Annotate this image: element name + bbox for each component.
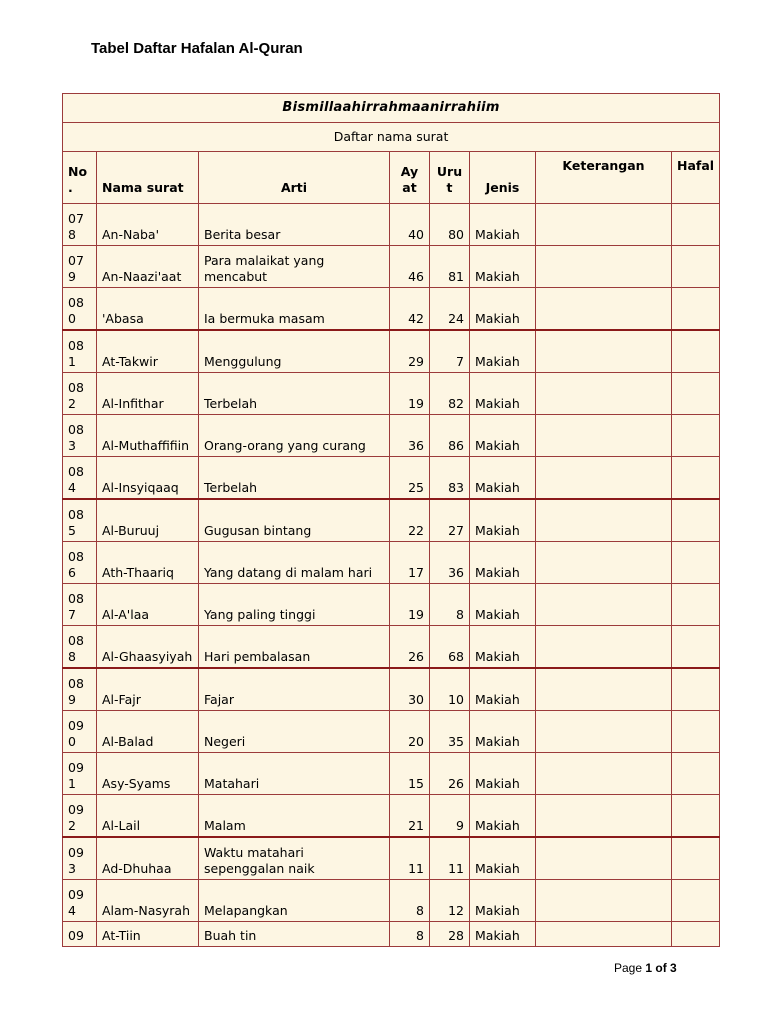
- table-row: [63, 330, 720, 373]
- header-keterangan: Keterangan: [536, 152, 672, 204]
- row-keterangan[interactable]: [536, 711, 672, 753]
- table-row: [63, 795, 720, 838]
- row-no: 08 5: [63, 499, 97, 542]
- row-arti: Negeri: [199, 711, 390, 753]
- row-ayat: 36: [390, 415, 430, 457]
- row-nama-surat: Al-Buruuj: [97, 499, 199, 542]
- row-jenis: Makiah: [470, 204, 536, 246]
- page-current: 1: [645, 961, 653, 975]
- row-nama-surat: An-Naazi'aat: [97, 246, 199, 288]
- row-keterangan[interactable]: [536, 330, 672, 373]
- row-urut: 10: [430, 668, 470, 711]
- row-hafal-checkbox[interactable]: [672, 922, 720, 947]
- row-urut: 81: [430, 246, 470, 288]
- row-jenis: Makiah: [470, 668, 536, 711]
- row-keterangan[interactable]: [536, 288, 672, 331]
- row-hafal-checkbox[interactable]: [672, 415, 720, 457]
- row-arti: Gugusan bintang: [199, 499, 390, 542]
- row-no: 09: [63, 922, 97, 947]
- row-no: 07 9: [63, 246, 97, 288]
- row-ayat: 11: [390, 837, 430, 880]
- row-arti: Ia bermuka masam: [199, 288, 390, 331]
- row-hafal-checkbox[interactable]: [672, 584, 720, 626]
- row-hafal-checkbox[interactable]: [672, 499, 720, 542]
- row-hafal-checkbox[interactable]: [672, 246, 720, 288]
- row-jenis: Makiah: [470, 626, 536, 669]
- row-hafal-checkbox[interactable]: [672, 795, 720, 838]
- row-no: 09 3: [63, 837, 97, 880]
- row-no: 09 1: [63, 753, 97, 795]
- table-row: [63, 584, 720, 626]
- row-urut: 82: [430, 373, 470, 415]
- row-jenis: Makiah: [470, 373, 536, 415]
- row-keterangan[interactable]: [536, 246, 672, 288]
- row-jenis: Makiah: [470, 330, 536, 373]
- row-jenis: Makiah: [470, 584, 536, 626]
- table-row: [63, 922, 720, 947]
- row-hafal-checkbox[interactable]: [672, 711, 720, 753]
- row-arti: Yang datang di malam hari: [199, 542, 390, 584]
- row-arti: Terbelah: [199, 373, 390, 415]
- table-row: [63, 373, 720, 415]
- row-nama-surat: Al-Ghaasyiyah: [97, 626, 199, 669]
- banner-row: [63, 94, 720, 123]
- row-hafal-checkbox[interactable]: [672, 288, 720, 331]
- row-urut: 7: [430, 330, 470, 373]
- table-row: [63, 246, 720, 288]
- row-arti: Malam: [199, 795, 390, 838]
- row-ayat: 22: [390, 499, 430, 542]
- row-no: 08 4: [63, 457, 97, 500]
- row-no: 09 2: [63, 795, 97, 838]
- row-jenis: Makiah: [470, 288, 536, 331]
- table-row: [63, 499, 720, 542]
- row-urut: 80: [430, 204, 470, 246]
- row-urut: 35: [430, 711, 470, 753]
- row-nama-surat: An-Naba': [97, 204, 199, 246]
- row-urut: 8: [430, 584, 470, 626]
- table-subheading: Daftar nama surat: [63, 123, 720, 152]
- row-ayat: 8: [390, 922, 430, 947]
- bismillah-banner: Bismillaahirrahmaanirrahiim: [63, 94, 720, 123]
- header-row: [63, 152, 720, 204]
- table-row: [63, 837, 720, 880]
- row-ayat: 17: [390, 542, 430, 584]
- row-no: 08 2: [63, 373, 97, 415]
- row-arti: Matahari: [199, 753, 390, 795]
- row-urut: 68: [430, 626, 470, 669]
- hafalan-table: [62, 93, 720, 947]
- row-urut: 24: [430, 288, 470, 331]
- row-jenis: Makiah: [470, 753, 536, 795]
- row-nama-surat: Al-A'laa: [97, 584, 199, 626]
- row-no: 08 1: [63, 330, 97, 373]
- row-ayat: 21: [390, 795, 430, 838]
- row-no: 08 7: [63, 584, 97, 626]
- row-no: 08 6: [63, 542, 97, 584]
- row-urut: 83: [430, 457, 470, 500]
- row-jenis: Makiah: [470, 499, 536, 542]
- header-no: No .: [63, 152, 97, 204]
- row-arti: Buah tin: [199, 922, 390, 947]
- row-ayat: 40: [390, 204, 430, 246]
- row-ayat: 29: [390, 330, 430, 373]
- row-no: 09 4: [63, 880, 97, 922]
- row-ayat: 46: [390, 246, 430, 288]
- document-title: Tabel Daftar Hafalan Al-Quran: [91, 40, 303, 57]
- row-ayat: 42: [390, 288, 430, 331]
- row-keterangan[interactable]: [536, 753, 672, 795]
- table-row: [63, 542, 720, 584]
- row-nama-surat: Asy-Syams: [97, 753, 199, 795]
- row-jenis: Makiah: [470, 880, 536, 922]
- row-no: 08 9: [63, 668, 97, 711]
- row-keterangan[interactable]: [536, 668, 672, 711]
- row-jenis: Makiah: [470, 542, 536, 584]
- row-keterangan[interactable]: [536, 415, 672, 457]
- page-sep: of: [652, 961, 671, 975]
- page-number: [614, 961, 677, 975]
- table-row: [63, 626, 720, 669]
- row-no: 07 8: [63, 204, 97, 246]
- row-urut: 27: [430, 499, 470, 542]
- row-jenis: Makiah: [470, 795, 536, 838]
- header-ayat: Ay at: [390, 152, 430, 204]
- row-hafal-checkbox[interactable]: [672, 837, 720, 880]
- row-urut: 11: [430, 837, 470, 880]
- row-keterangan[interactable]: [536, 204, 672, 246]
- row-urut: 26: [430, 753, 470, 795]
- table-row: [63, 415, 720, 457]
- row-ayat: 15: [390, 753, 430, 795]
- row-nama-surat: 'Abasa: [97, 288, 199, 331]
- row-ayat: 19: [390, 584, 430, 626]
- header-urut: Uru t: [430, 152, 470, 204]
- row-hafal-checkbox[interactable]: [672, 753, 720, 795]
- page-prefix: Page: [614, 961, 646, 975]
- row-ayat: 19: [390, 373, 430, 415]
- row-keterangan[interactable]: [536, 542, 672, 584]
- row-arti: Terbelah: [199, 457, 390, 500]
- row-urut: 86: [430, 415, 470, 457]
- row-nama-surat: Al-Lail: [97, 795, 199, 838]
- row-jenis: Makiah: [470, 922, 536, 947]
- row-no: 08 3: [63, 415, 97, 457]
- table-row: [63, 288, 720, 331]
- row-ayat: 8: [390, 880, 430, 922]
- row-keterangan[interactable]: [536, 626, 672, 669]
- row-nama-surat: Al-Infithar: [97, 373, 199, 415]
- row-arti: Melapangkan: [199, 880, 390, 922]
- row-hafal-checkbox[interactable]: [672, 204, 720, 246]
- row-keterangan[interactable]: [536, 922, 672, 947]
- row-ayat: 30: [390, 668, 430, 711]
- table-row: [63, 204, 720, 246]
- row-nama-surat: Al-Balad: [97, 711, 199, 753]
- row-arti: Orang-orang yang curang: [199, 415, 390, 457]
- row-keterangan[interactable]: [536, 584, 672, 626]
- row-urut: 9: [430, 795, 470, 838]
- row-nama-surat: Alam-Nasyrah: [97, 880, 199, 922]
- row-hafal-checkbox[interactable]: [672, 668, 720, 711]
- row-arti: Yang paling tinggi: [199, 584, 390, 626]
- row-keterangan[interactable]: [536, 499, 672, 542]
- table-row: [63, 668, 720, 711]
- row-jenis: Makiah: [470, 711, 536, 753]
- row-arti: Fajar: [199, 668, 390, 711]
- table-row: [63, 711, 720, 753]
- row-arti: Menggulung: [199, 330, 390, 373]
- row-nama-surat: Al-Muthaffifiin: [97, 415, 199, 457]
- row-hafal-checkbox[interactable]: [672, 330, 720, 373]
- row-keterangan[interactable]: [536, 880, 672, 922]
- row-urut: 28: [430, 922, 470, 947]
- row-jenis: Makiah: [470, 457, 536, 500]
- row-arti: Para malaikat yang mencabut: [199, 246, 390, 288]
- row-nama-surat: At-Takwir: [97, 330, 199, 373]
- header-arti: Arti: [199, 152, 390, 204]
- row-keterangan[interactable]: [536, 373, 672, 415]
- row-nama-surat: Al-Fajr: [97, 668, 199, 711]
- row-no: 08 8: [63, 626, 97, 669]
- row-ayat: 25: [390, 457, 430, 500]
- table-row: [63, 880, 720, 922]
- subheading-row: [63, 123, 720, 152]
- row-keterangan[interactable]: [536, 457, 672, 500]
- row-no: 08 0: [63, 288, 97, 331]
- row-urut: 36: [430, 542, 470, 584]
- row-arti: Berita besar: [199, 204, 390, 246]
- row-keterangan[interactable]: [536, 795, 672, 838]
- row-hafal-checkbox[interactable]: [672, 457, 720, 500]
- row-ayat: 26: [390, 626, 430, 669]
- header-hafal: Hafal: [672, 152, 720, 204]
- row-hafal-checkbox[interactable]: [672, 880, 720, 922]
- row-jenis: Makiah: [470, 837, 536, 880]
- row-hafal-checkbox[interactable]: [672, 373, 720, 415]
- row-hafal-checkbox[interactable]: [672, 542, 720, 584]
- page-total: 3: [670, 961, 677, 975]
- row-nama-surat: Al-Insyiqaaq: [97, 457, 199, 500]
- row-ayat: 20: [390, 711, 430, 753]
- row-arti: Hari pembalasan: [199, 626, 390, 669]
- row-urut: 12: [430, 880, 470, 922]
- row-jenis: Makiah: [470, 415, 536, 457]
- row-nama-surat: Ath-Thaariq: [97, 542, 199, 584]
- row-hafal-checkbox[interactable]: [672, 626, 720, 669]
- row-nama-surat: Ad-Dhuhaa: [97, 837, 199, 880]
- header-nama-surat: Nama surat: [97, 152, 199, 204]
- table-row: [63, 753, 720, 795]
- table-row: [63, 457, 720, 500]
- row-keterangan[interactable]: [536, 837, 672, 880]
- header-jenis: Jenis: [470, 152, 536, 204]
- row-jenis: Makiah: [470, 246, 536, 288]
- row-no: 09 0: [63, 711, 97, 753]
- row-nama-surat: At-Tiin: [97, 922, 199, 947]
- row-arti: Waktu matahari sepenggalan naik: [199, 837, 390, 880]
